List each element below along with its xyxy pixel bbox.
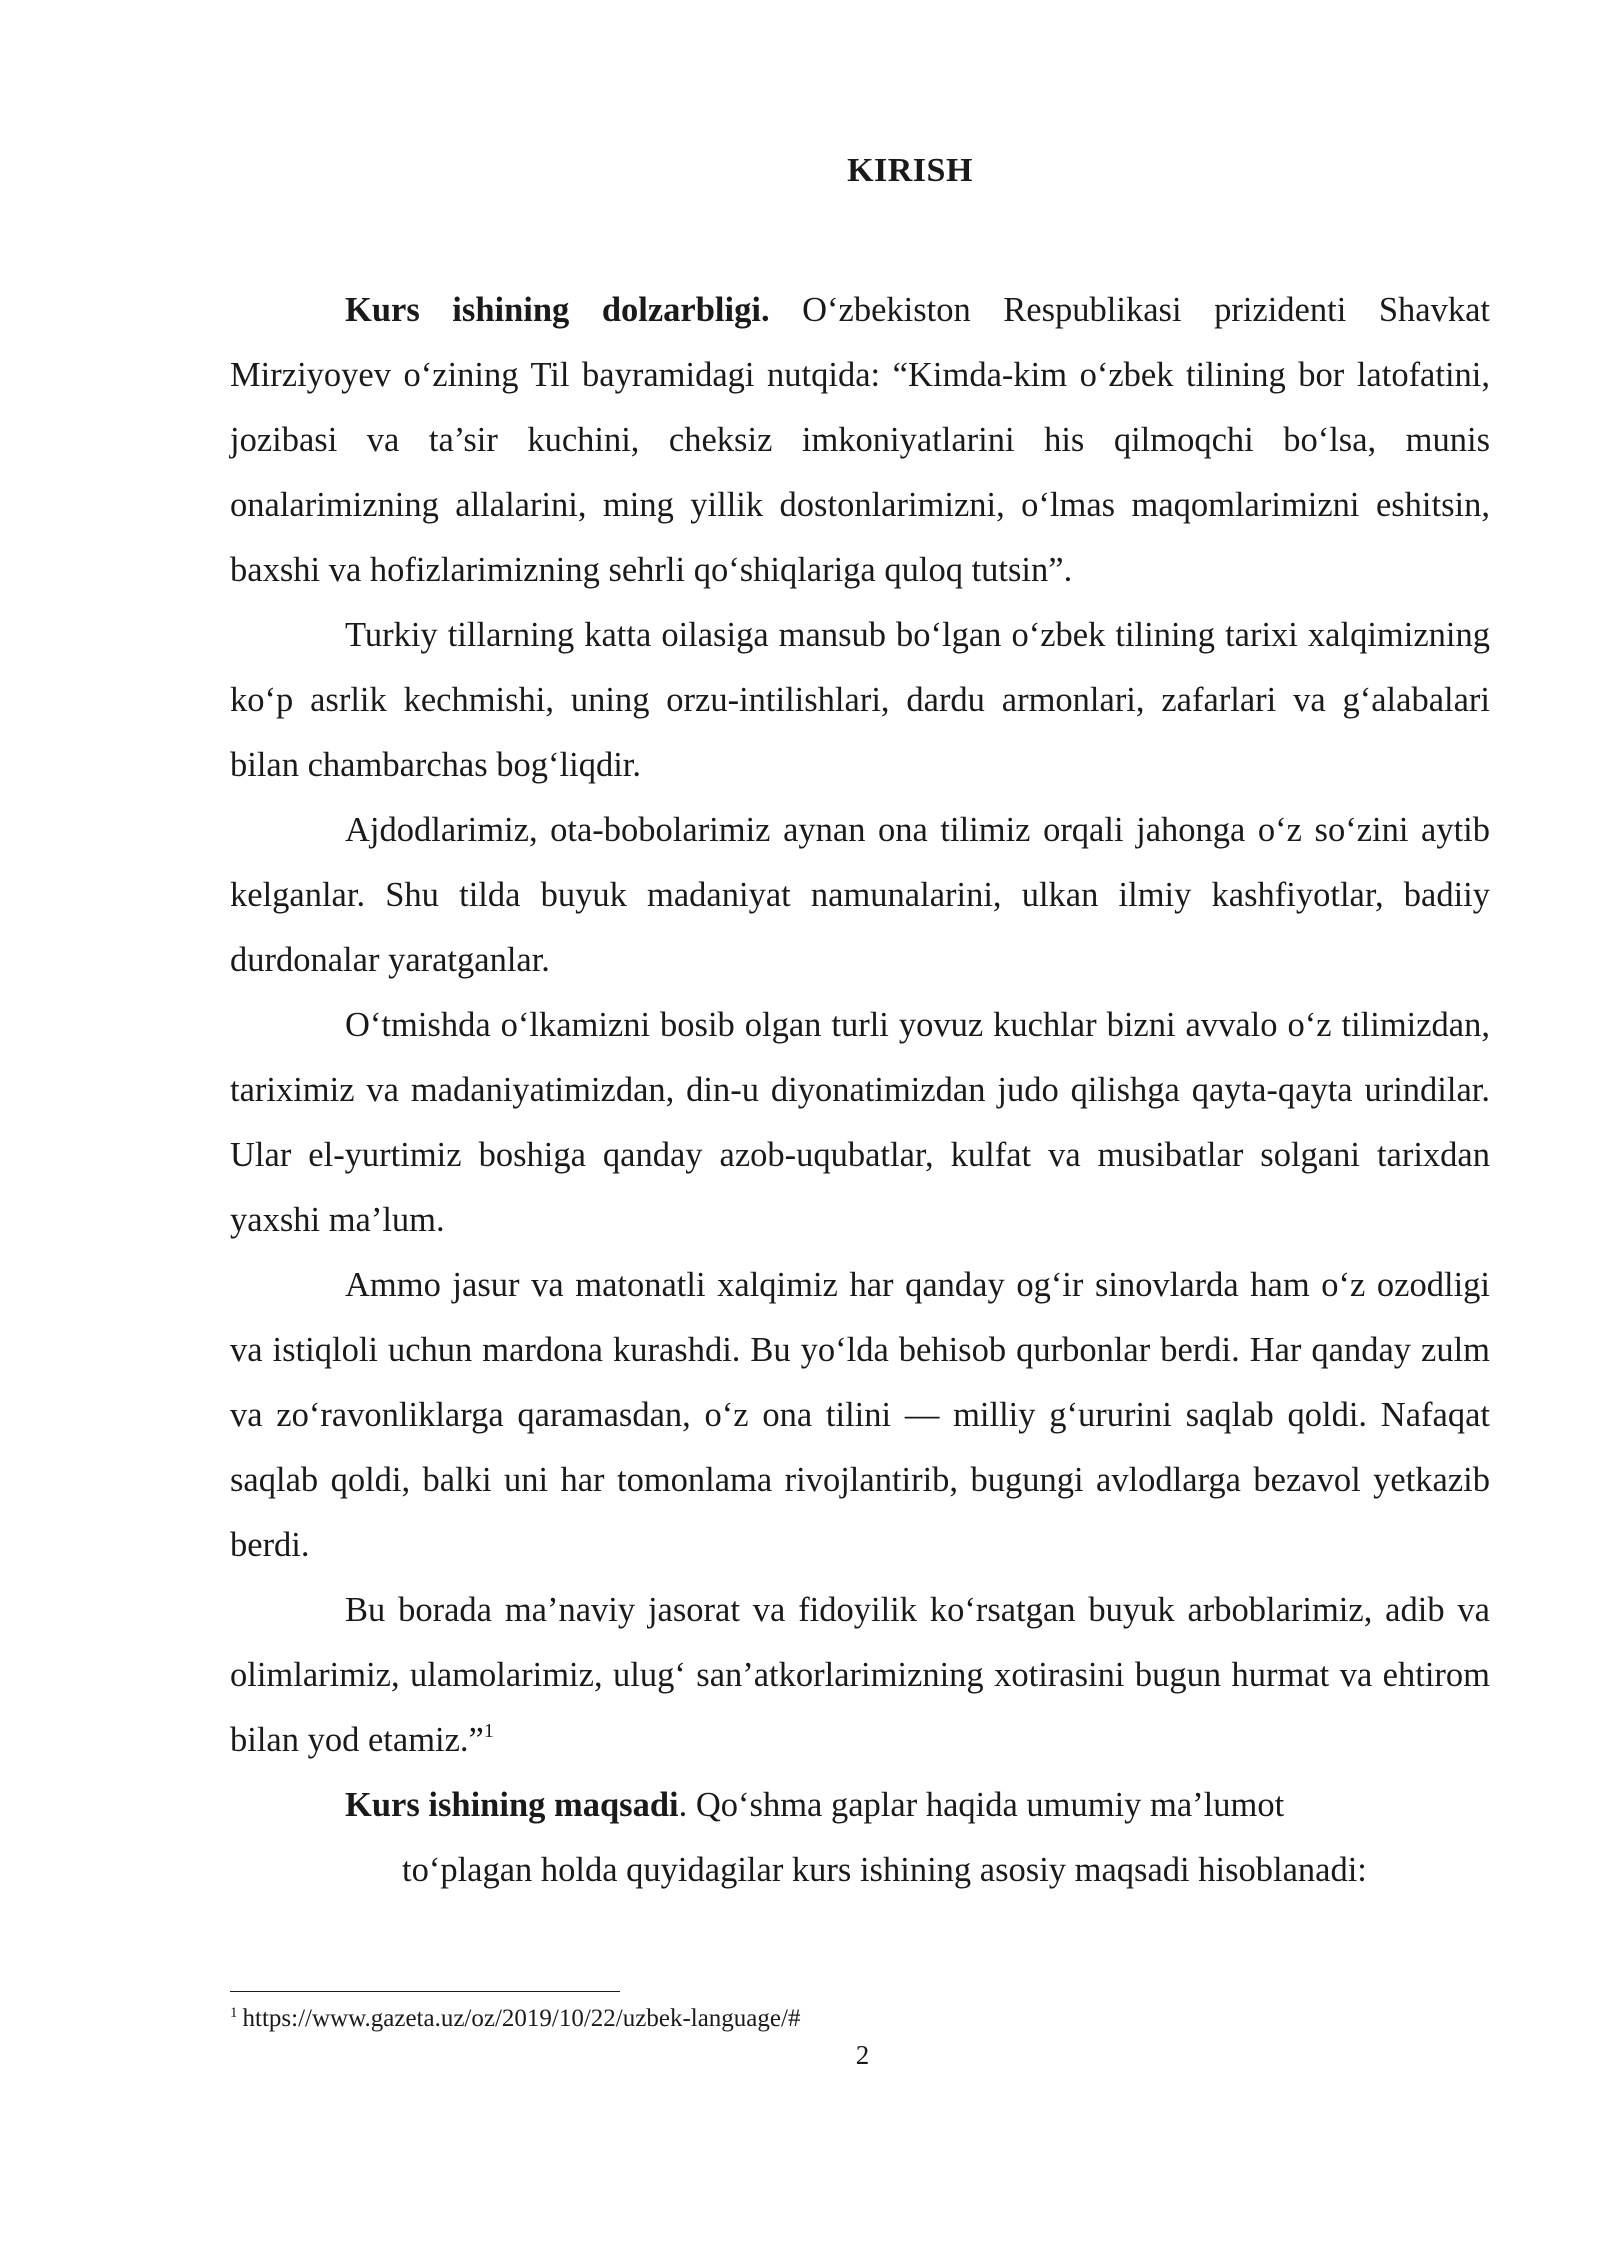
- paragraph-text: . Qo‘shma gaplar haqida umumiy ma’lumot: [678, 1786, 1285, 1824]
- paragraph-text: O‘zbekiston Respublikasi prizidenti Shavkat Mirziyoyev o‘zining Til bayramidagi nutqida: “Kimda-kim o‘zbek tilining bor latofatini, jozibasi va ta’sir kuchini, cheksiz imkoniyatlarini his qilmoqchi bo‘lsa, munis onalarimizning allalarini, ming yillik dostonlarimizni, o‘lmas maqomlarimizni eshitsin, baxshi va hofizlarimizning sehrli qo‘shiqlariga quloq tutsin”.: [230, 291, 1490, 589]
- paragraph-heading: Kurs ishining dolzarbligi.: [345, 291, 770, 329]
- paragraph-text: Bu borada ma’naviy jasorat va fidoyilik ko‘rsatgan buyuk arboblarimiz, adib va olimlarimiz, ulamolarimiz, ulug‘ san’atkorlarimizning xotirasini bugun hurmat va ehtirom bilan yod etamiz.”: [230, 1591, 1490, 1759]
- footnote: [230, 2003, 800, 2035]
- paragraph: [230, 603, 1490, 798]
- footnote-divider: [230, 1991, 620, 1992]
- paragraph-text: O‘tmishda o‘lkamizni bosib olgan turli yovuz kuchlar bizni avvalo o‘z tilimizdan, tariximiz va madaniyatimizdan, din-u diyonatimizdan judo qilishga qayta-qayta urindilar. Ular el-yurtimiz boshiga qanday azob-uqubatlar, kulfat va musibatlar solgani tarixdan yaxshi ma’lum.: [230, 1006, 1490, 1239]
- paragraph: [230, 1578, 1490, 1773]
- paragraph-relevance: [230, 278, 1490, 603]
- paragraph: [230, 1253, 1490, 1578]
- paragraph-text: Turkiy tillarning katta oilasiga mansub bo‘lgan o‘zbek tilining tarixi xalqimizning ko‘p asrlik kechmishi, uning orzu-intilishlari, dardu armonlari, zafarlari va g‘alabalari bilan chambarchas bog‘liqdir.: [230, 616, 1490, 784]
- paragraph: [230, 798, 1490, 993]
- paragraph-goal: [230, 1773, 1490, 1838]
- paragraph: [230, 993, 1490, 1253]
- paragraph-text: Ammo jasur va matonatli xalqimiz har qanday og‘ir sinovlarda ham o‘z ozodligi va istiqloli uchun mardona kurashdi. Bu yo‘lda behisob qurbonlar berdi. Har qanday zulm va zo‘ravonliklarga qaramasdan, o‘z ona tilini — milliy g‘ururini saqlab qoldi. Nafaqat saqlab qoldi, balki uni har tomonlama rivojlantirib, bugungi avlodlarga bezavol yetkazib berdi.: [230, 1266, 1490, 1564]
- body-text: [230, 278, 1490, 1903]
- paragraph-heading: Kurs ishining maqsadi: [345, 1786, 679, 1824]
- page-number: 2: [855, 2040, 870, 2070]
- footnote-marker: 1: [230, 2005, 238, 2021]
- footnote-link[interactable]: https://www.gazeta.uz/oz/2019/10/22/uzbek-language/#: [242, 2005, 801, 2032]
- paragraph-continuation: to‘plagan holda quyidagilar kurs ishining asosiy maqsadi hisoblanadi:: [402, 1851, 1367, 1889]
- page-title: KIRISH: [847, 152, 973, 189]
- paragraph-text: Ajdodlarimiz, ota-bobolarimiz aynan ona tilimiz orqali jahonga o‘z so‘zini aytib kelganlar. Shu tilda buyuk madaniyat namunalarini, ulkan ilmiy kashfiyotlar, badiiy durdonalar yaratganlar.: [230, 811, 1490, 979]
- footnote-reference[interactable]: 1: [483, 1720, 494, 1742]
